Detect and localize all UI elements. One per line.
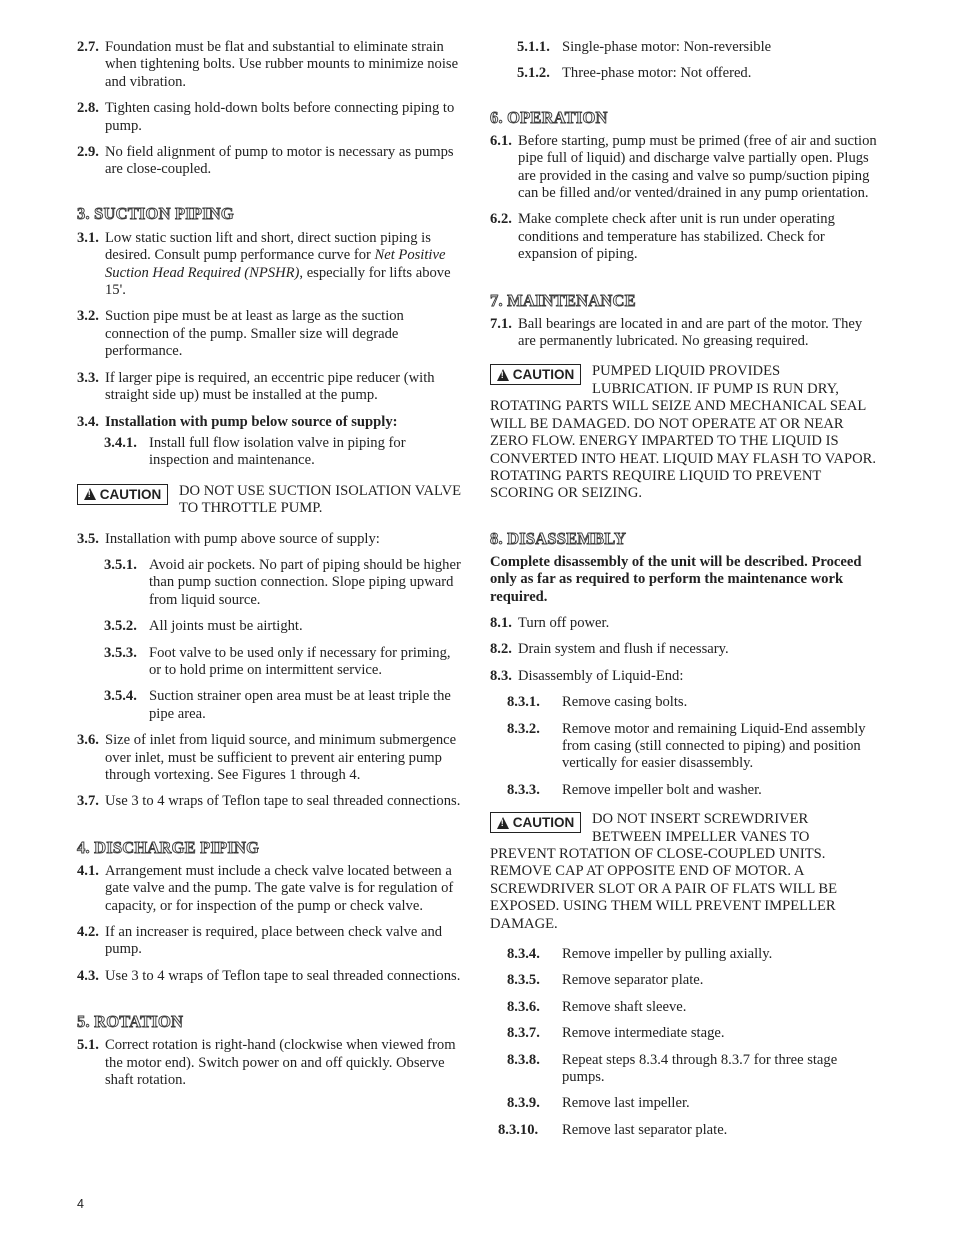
item-4-2: [77, 924, 465, 959]
item-text: Installation with pump below source of supply:: [105, 413, 398, 430]
item-2-7: [77, 39, 465, 91]
item-text: All joints must be airtight.: [149, 618, 303, 635]
item-number: 2.7.: [77, 39, 99, 55]
item-8-1: [490, 615, 878, 632]
item-3-5-3: [77, 645, 465, 680]
item-4-3: [77, 968, 465, 985]
caution-badge-label: CAUTION: [512, 814, 575, 830]
item-5-1: [77, 1037, 465, 1089]
item-8-2: [490, 641, 878, 658]
item-number: 8.2.: [490, 641, 512, 658]
item-7-1: [490, 316, 878, 351]
warning-triangle-icon: [497, 369, 509, 381]
item-text: Suction strainer open area must be at least triple the pipe area.: [149, 688, 451, 722]
item-text: Use 3 to 4 wraps of Teflon tape to seal threaded connections.: [105, 967, 461, 984]
item-text: Single-phase motor: Non-reversible: [562, 39, 772, 55]
item-number: 8.3.7.: [507, 1025, 540, 1042]
item-3-5-2: [77, 618, 465, 635]
item-8-3-5: [490, 972, 878, 989]
item-6-1: [490, 133, 878, 203]
item-number: 3.3.: [77, 369, 99, 386]
item-8-3-6: [490, 999, 878, 1016]
caution-screwdriver: [490, 811, 878, 933]
item-3-5: [77, 531, 465, 548]
caution-badge: [77, 484, 168, 505]
item-text: If an increaser is required, place between check valve and pump.: [105, 924, 443, 958]
item-8-3-9: [490, 1095, 878, 1112]
warning-triangle-icon: [84, 488, 96, 500]
item-number: 4.3.: [77, 967, 99, 984]
item-3-3: [77, 370, 465, 405]
warning-triangle-icon: [497, 817, 509, 829]
item-number: 3.7.: [77, 793, 99, 810]
item-text: Turn off power.: [518, 614, 610, 631]
item-number: 2.9.: [77, 144, 99, 161]
item-number: 6.1.: [490, 132, 512, 149]
item-text: Low static suction lift and short, direct suction piping is desired. Consult pump performance curve for: [105, 229, 431, 264]
item-8-3-3: [490, 782, 878, 799]
right-column: [490, 39, 878, 1139]
item-text: Remove separator plate.: [562, 972, 704, 989]
item-text: Foot valve to be used only if necessary for priming, or to hold prime on intermittent service.: [149, 644, 451, 678]
item-number: 6.2.: [490, 211, 512, 228]
item-number: 8.3.3.: [507, 781, 540, 798]
item-number: 8.1.: [490, 614, 512, 631]
item-text: Arrangement must include a check valve located between a gate valve and the pump. The gate valve is for regulation of capacity, or for inspection of the pump or check valve.: [105, 862, 454, 914]
left-column: [77, 39, 465, 1089]
section-heading-rotation: 5. ROTATION: [77, 1012, 184, 1032]
item-number: 3.5.4.: [104, 688, 137, 705]
item-text: Remove last separator plate.: [562, 1121, 728, 1138]
item-8-3-7: [490, 1025, 878, 1042]
item-number: 8.3.10.: [498, 1121, 539, 1138]
item-number: 8.3.5.: [507, 972, 540, 989]
item-number: 4.2.: [77, 924, 99, 941]
item-number: 8.3.8.: [507, 1051, 540, 1068]
item-text: Size of inlet from liquid source, and minimum submergence over inlet, must be sufficient to prevent air entering pump through vortexing. See Figures 1 through 4.: [105, 732, 457, 783]
disassembly-intro: Complete disassembly of the unit will be described. Proceed only as far as required to perform the maintenance work required.: [490, 553, 862, 605]
caution-badge-label: CAUTION: [99, 486, 162, 502]
caution-text: DO NOT USE SUCTION ISOLATION VALVE TO THROTTLE PUMP.: [179, 482, 462, 517]
item-number: 8.3.6.: [507, 998, 540, 1015]
item-2-8: [77, 100, 465, 135]
item-number: 5.1.2.: [517, 65, 550, 82]
item-4-1: [77, 863, 465, 915]
item-number: 7.1.: [490, 315, 512, 332]
item-text: Three-phase motor: Not offered.: [562, 65, 752, 82]
item-3-5-4: [77, 688, 465, 723]
item-number: 3.5.1.: [104, 556, 137, 573]
item-3-5-1: [77, 557, 465, 609]
item-text: Tighten casing hold-down bolts before connecting piping to pump.: [105, 100, 455, 134]
item-number: 8.3.9.: [507, 1095, 540, 1112]
item-5-1-2: [490, 65, 878, 82]
caution-badge: [490, 812, 581, 833]
item-number: 3.6.: [77, 732, 99, 749]
section-heading-operation: 6. OPERATION: [490, 107, 608, 127]
item-text-tail: , especially for lifts above 15'.: [105, 264, 451, 299]
caution-badge-label: CAUTION: [512, 367, 575, 383]
item-number: 3.2.: [77, 308, 99, 325]
item-3-6: [77, 732, 465, 784]
item-text: Avoid air pockets. No part of piping should be higher than pump suction connection. Slope piping upward from liquid source.: [149, 556, 461, 608]
item-number: 3.5.3.: [104, 644, 137, 661]
item-number: 8.3.2.: [507, 720, 540, 737]
item-text: Drain system and flush if necessary.: [518, 641, 729, 658]
item-number: 8.3.4.: [507, 946, 540, 963]
caution-text: DO NOT INSERT SCREWDRIVER BETWEEN IMPELLER VANES TO PREVENT ROTATION OF CLOSE-COUPLED UNITS. REMOVE CAP AT OPPOSITE END OF MOTOR. A SCREWDRIVER SLOT OR A PAIR OF FLATS WILL BE EXPOSED. USING THEM WILL PREVENT IMPELLER DAMAGE.: [490, 811, 838, 932]
section-heading-suction-piping: 3. SUCTION PIPING: [77, 203, 234, 223]
item-number: 5.1.1.: [517, 39, 550, 55]
item-text: Remove impeller by pulling axially.: [562, 946, 773, 963]
item-3-2: [77, 308, 465, 360]
item-8-3-4: [490, 946, 878, 963]
item-number: 4.1.: [77, 862, 99, 879]
item-3-4-1: [77, 435, 465, 470]
item-text: Ball bearings are located in and are part of the motor. They are permanently lubricated. No greasing required.: [518, 315, 863, 350]
item-number: 3.4.: [77, 413, 99, 430]
item-text: Installation with pump above source of supply:: [105, 530, 380, 547]
item-number: 3.5.: [77, 530, 99, 547]
item-8-3-10: [490, 1122, 878, 1139]
item-text: Correct rotation is right-hand (clockwise when viewed from the motor end). Switch power on and off quickly. Observe shaft rotation.: [105, 1037, 456, 1089]
item-number: 8.3.1.: [507, 694, 540, 711]
item-text: Remove motor and remaining Liquid-End assembly from casing (still connected to piping) and position vertically for easier disassembly.: [562, 720, 866, 772]
caution-dry-run: [490, 363, 878, 502]
item-text: Use 3 to 4 wraps of Teflon tape to seal threaded connections.: [105, 793, 461, 810]
item-2-9: [77, 144, 465, 179]
item-text: If larger pipe is required, an eccentric pipe reducer (with straight side up) must be installed at the pump.: [105, 369, 435, 404]
item-8-3: [490, 668, 878, 685]
item-3-7: [77, 793, 465, 810]
item-number: 5.1.: [77, 1037, 99, 1054]
item-number: 8.3.: [490, 667, 512, 684]
item-6-2: [490, 211, 878, 263]
item-text: Install full flow isolation valve in piping for inspection and maintenance.: [149, 434, 406, 469]
item-text-emphasis: Net Positive Suction Head Required (NPSHR): [105, 247, 446, 281]
page-number: 4: [77, 1197, 84, 1211]
item-8-3-8: [490, 1052, 878, 1087]
item-number: 3.1.: [77, 229, 99, 246]
item-number: 3.4.1.: [104, 434, 137, 451]
caution-badge: [490, 364, 581, 385]
item-text: Repeat steps 8.3.4 through 8.3.7 for three stage pumps.: [562, 1051, 838, 1086]
item-number: 3.5.2.: [104, 618, 137, 635]
item-3-1: [77, 230, 465, 300]
caution-suction-isolation: [77, 483, 465, 518]
item-8-3-2: [490, 721, 878, 773]
item-text: Foundation must be flat and substantial to eliminate strain when tightening bolts. Use rubber mounts to minimize noise and vibration.: [105, 39, 459, 90]
item-text: No field alignment of pump to motor is necessary as pumps are close-coupled.: [105, 144, 454, 178]
item-text: Make complete check after unit is run under operating conditions and temperature has stabilized. Check for expansion of piping.: [518, 211, 835, 263]
item-text: Before starting, pump must be primed (free of air and suction pipe full of liquid) and discharge valve partially open. Plugs are provided in the casing and valve so pump/suction piping can be filled and/or vented/drained in any pump orientation.: [518, 132, 877, 202]
item-text: Suction pipe must be at least as large as the suction connection of the pump. Smaller size will degrade performance.: [105, 308, 404, 360]
item-number: 2.8.: [77, 100, 99, 117]
section-heading-discharge-piping: 4. DISCHARGE PIPING: [77, 837, 260, 857]
section-heading-disassembly: 8. DISASSEMBLY: [490, 528, 627, 548]
item-text: Remove impeller bolt and washer.: [562, 781, 762, 798]
item-text: Disassembly of Liquid-End:: [518, 667, 684, 684]
item-text: Remove shaft sleeve.: [562, 998, 687, 1015]
item-3-4: [77, 414, 465, 431]
item-text: Remove intermediate stage.: [562, 1025, 725, 1042]
item-5-1-1: [490, 39, 878, 56]
item-text: Remove casing bolts.: [562, 694, 688, 711]
caution-text: PUMPED LIQUID PROVIDES LUBRICATION. IF PUMP IS RUN DRY, ROTATING PARTS WILL SEIZE AND MECHANICAL SEAL WILL BE DAMAGED. DO NOT OPERATE AT OR NEAR ZERO FLOW. ENERGY IMPARTED TO THE LIQUID IS CONVERTED INTO HEAT. LIQUID MAY FLASH TO VAPOR. ROTATING PARTS REQUIRE LIQUID TO PREVENT SCORING OR SEIZING.: [490, 363, 877, 502]
section-heading-maintenance: 7. MAINTENANCE: [490, 290, 636, 310]
item-text: Remove last impeller.: [562, 1095, 690, 1112]
item-8-3-1: [490, 694, 878, 711]
